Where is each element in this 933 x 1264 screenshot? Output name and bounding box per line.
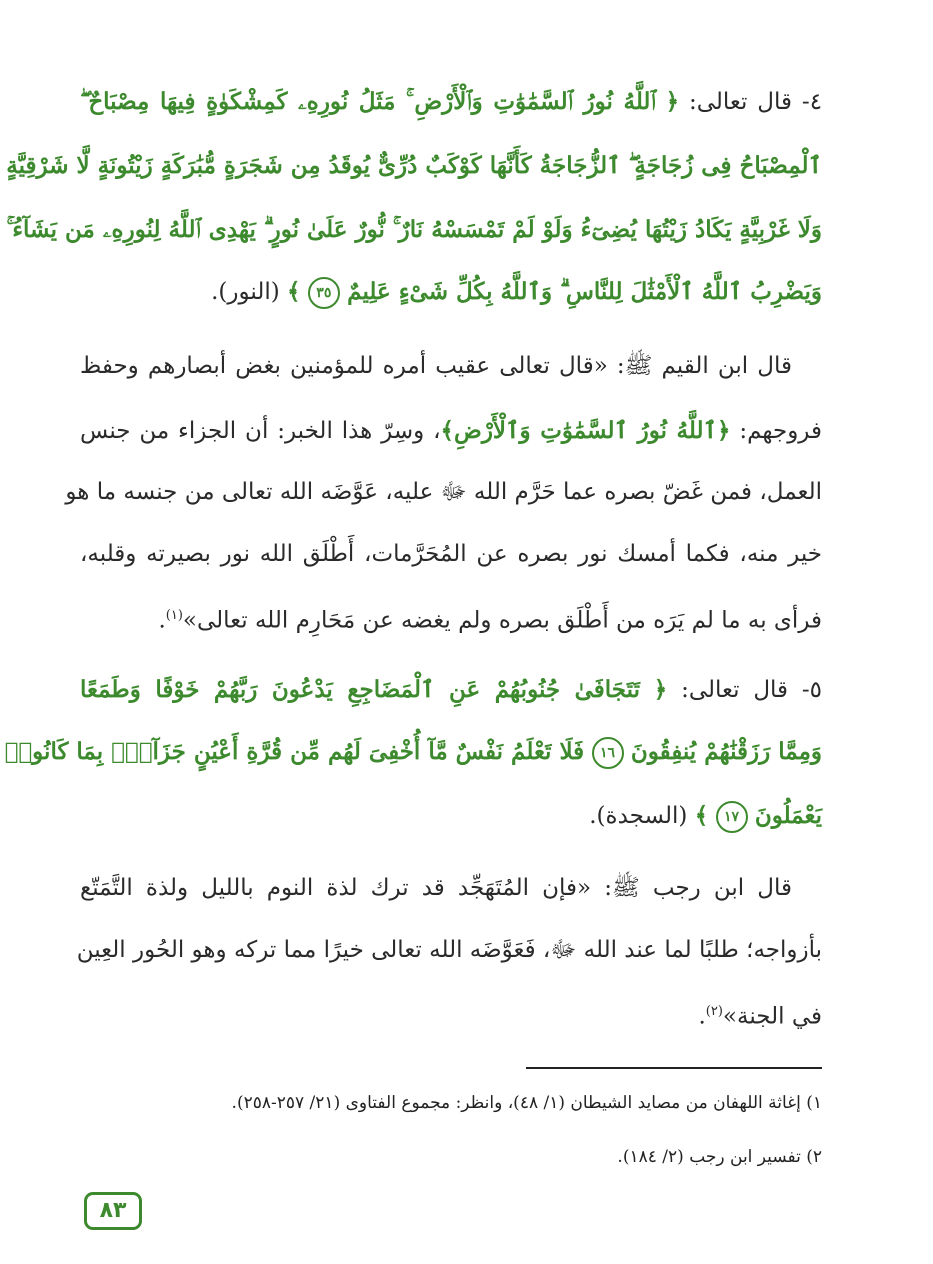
paragraph2-line-3 [80,986,822,1038]
ayah-number-35: ٣٥ [308,277,340,309]
paragraph-text: فروجهم: [739,418,822,444]
verse-close-bracket: ﴾ [694,802,709,829]
period: . [158,607,166,634]
verse-line-3: وَلَا غَرْبِيَّةٍ يَكَادُ زَيْتُهَا يُضِىٓءُ وَلَوْ لَمْ تَمْسَسْهُ نَارٌ ۚ نُّورٌ عَلَىٰ نُورٍ ۗ يَهْدِى ٱللَّهُ لِنُورِهِۦ مَن يَشَآءُ ۚ [6,216,822,243]
footnote-ref-1[interactable]: (١) [165,608,183,623]
footnote-2: ٢) تفسير ابن رجب (٢/ ١٨٤). [617,1147,822,1167]
paragraph-line-1: قال ابن القيم ﷺ: «قال تعالى عقيب أمره للمؤمنين بغض أبصارهم وحفظ [80,353,792,379]
verse5-line-3 [80,790,822,842]
paragraph-line-5 [80,590,822,642]
verse-close-bracket: ﴾ [287,278,301,305]
verse-intro: قال تعالى: [688,89,793,115]
verse-intro: قال تعالى: [681,677,789,703]
paragraph-line-2 [80,405,822,457]
paragraph-text: فرأى به ما لم يَرَه من أَطْلَق بصره ولم يغضه عن مَحَارِم الله تعالى» [182,607,822,634]
period: . [698,1003,706,1030]
quran-text: فَلَا تَعْلَمُ نَفْسٌ مَّآ أُخْفِىَ لَهُم مِّن قُرَّةِ أَعْيُنٍ جَزَآءًۢ بِمَا كَانُوا۟ [4,738,585,765]
item-number: ٥- [801,677,823,703]
quran-text: وَمِمَّا رَزَقْنَٰهُمْ يُنفِقُونَ [630,738,822,765]
verse-line-4 [80,266,822,318]
verse-line-2: ٱلْمِصْبَاحُ فِى زُجَاجَةٍ ۖ ٱلزُّجَاجَةُ كَأَنَّهَا كَوْكَبٌ دُرِّىٌّ يُوقَدُ مِن شَجَرَةٍ مُّبَٰرَكَةٍ زَيْتُونَةٍ لَّا شَرْقِيَّةٍ [6,152,822,179]
quran-text: وَيَضْرِبُ ٱللَّهُ ٱلْأَمْثَٰلَ لِلنَّاسِ ۗ وَٱللَّهُ بِكُلِّ شَىْءٍ عَلِيمٌ [347,278,822,305]
paragraph2-line-2: بأزواجه؛ طلبًا لما عند الله ﷻ، فَعَوَّضَه الله تعالى خيرًا مما تركه وهو الحُور العِين [76,937,822,963]
paragraph-line-4: خير منه، فكما أمسك نور بصره عن المُحَرَّمات، أَطْلَق الله نور بصيرته وقلبه، [80,541,822,567]
ayah-number-17: ١٧ [716,801,748,833]
quran-text: ٱللَّهُ نُورُ ٱلسَّمَٰوَٰتِ وَٱلْأَرْضِ ۚ مَثَلُ نُورِهِۦ كَمِشْكَوٰةٍ فِيهَا مِصْبَاحٌ ۖ [80,88,656,115]
quran-text: يَعْمَلُونَ [754,802,822,829]
paragraph2-line-1: قال ابن رجب ﷺ: «فإن المُتَهَجِّد قد ترك لذة النوم بالليل ولذة التَّمَتّع [80,875,792,901]
quran-quote: ﴿ٱللَّهُ نُورُ ٱلسَّمَٰوَٰتِ وَٱلْأَرْضِ﴾ [440,417,731,444]
surah-source: (النور). [211,279,280,305]
verse5-line-2 [4,726,822,778]
footnote-1: ١) إغاثة اللهفان من مصايد الشيطان (١/ ٤٨)، وانظر: مجموع الفتاوى (٢١/ ٢٥٧-٢٥٨). [231,1093,822,1113]
paragraph-text: في الجنة» [722,1003,822,1030]
footnote-ref-2[interactable]: (٢) [705,1004,723,1019]
paragraph-line-3: العمل، فمن غَضّ بصره عما حَرَّم الله ﷻ عليه، عَوَّضَه الله تعالى من جنسه ما هو [65,479,822,505]
verse-open-bracket: ﴿ [653,676,668,703]
verse5-line-1 [80,664,822,716]
ayah-number-16: ١٦ [592,737,624,769]
footnote-divider [526,1067,822,1069]
item-number: ٤- [801,89,823,115]
verse-line-1 [80,76,822,128]
paragraph-text: ، وسِرّ هذا الخبر: أن الجزاء من جنس [80,418,441,444]
verse-open-bracket: ﴿ [665,88,680,115]
quran-text: تَتَجَافَىٰ جُنُوبُهُمْ عَنِ ٱلْمَضَاجِعِ يَدْعُونَ رَبَّهُمْ خَوْفًا وَطَمَعًا [80,676,640,703]
surah-source: (السجدة). [589,803,688,829]
page-number-badge: ٨٣ [84,1192,142,1230]
